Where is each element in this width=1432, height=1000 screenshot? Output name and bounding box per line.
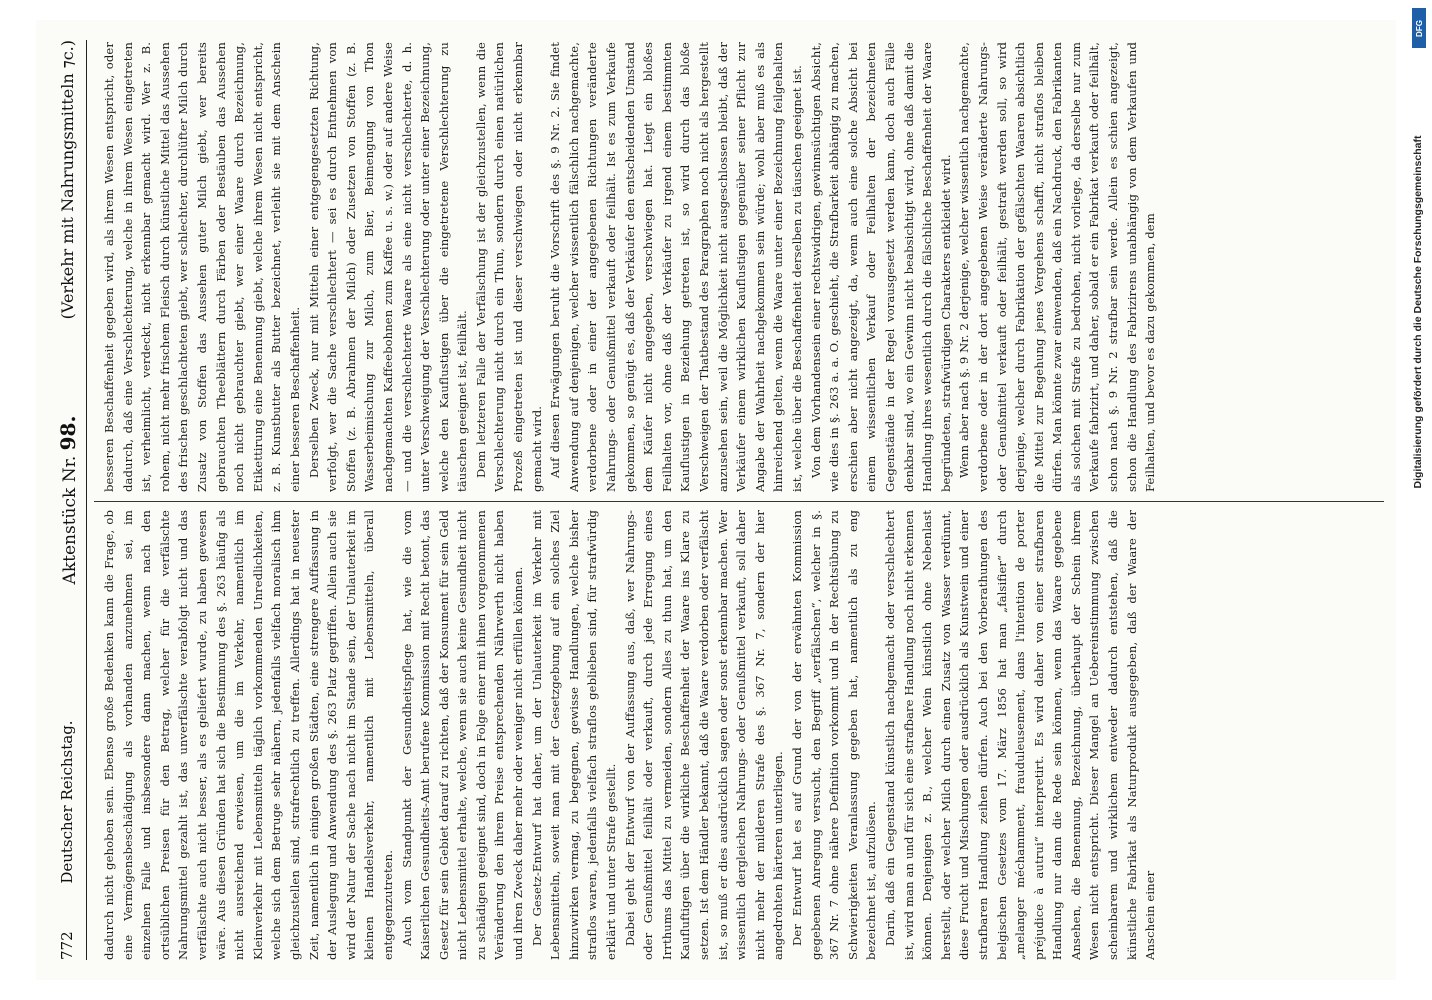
scanned-page [36, 20, 1396, 980]
text-column-left [100, 510, 1384, 960]
paragraph: Der Entwurf hat es auf Grund der von der erwähnten Kommission gegebenen Anregung versucht, den Begriff „verfälschen“, welcher in §. 367 Nr. 7 ohne nähere Definition vorkommt und in der Rechtsübung zu Schwierigkeiten Veranlassung gegeben hat, namentlich als zu eng bezeichnet ist, aufzulösen. [789, 510, 879, 960]
paragraph: Der Gesetz-Entwurf hat daher, um der Unlauterkeit im Verkehr mit Lebensmitteln, soweit man mit der Gesetzgebung auf ein solches Ziel hinzuwirken vermag, zu begegnen, gewisse Handlungen, welche bisher straflos waren, jedenfalls vielfach straflos geblieben sind, für strafwürdig erklärt und unter Strafe gestellt. [529, 510, 619, 960]
paragraph: Von dem Vorhandensein einer rechtswidrigen, gewinnsüchtigen Absicht, wie dies in §. 263 a. a. O. geschieht, die Strafbarkeit abhängig zu machen, erschien aber nicht angezeigt, da, wenn auch eine solche Absicht bei einem wissentlichen Verkauf oder Feilhalten der bezeichneten Gegenstände in der Regel vorausgesetzt werden kann, doch auch Fälle denkbar sind, wo ein Gewinn nicht beabsichtigt wird, ohne daß damit die Handlung ihres wesentlich durch die fälschliche Beschaffenheit der Waare begründeten, strafwürdigen Charakters entkleidet wird. [808, 42, 953, 492]
section-number: 98. [56, 415, 80, 451]
paragraph: Auf diesen Erwägungen beruht die Vorschrift des §. 9 Nr. 2. Sie findet Anwendung auf denjenigen, welcher wissentlich fälschlich nachgemachte, verdorbene oder in einer der angegebenen Richtungen veränderte Nahrungs- oder Genußmittel verkauft oder feilhält. Ist es zum Verkaufe gekommen, so genügt es, daß der Verkäufer den entscheidenden Umstand dem Käufer nicht angegeben, verschwiegen hat. Liegt ein bloßes Feilhalten vor, ohne daß der Verkäufer zu irgend einem bestimmten Kauflustigen in Beziehung getreten ist, so wird durch das bloße Verschweigen der Thatbestand des Paragraphen noch nicht als hergestellt anzusehen sein, weil die Möglichkeit nicht ausgeschlossen bleibt, daß der Verkäufer einem wirklichen Kauflustigen gegenüber seiner Pflicht zur Angabe der Wahrheit nachgekommen sein würde; wohl aber muß es als hinreichend gelten, wenn die Waare unter einer Bezeichnung feilgehalten ist, welche über die Beschaffenheit derselben zu täuschen geeignet ist. [548, 42, 804, 492]
paragraph: Derselben Zweck, nur mit Mitteln einer entgegengesetzten Richtung, verfolgt, wer die Sache verschlechtert — sei es durch Entnehmen von Stoffen (z. B. Abrahmen der Milch) oder Zusetzen von Stoffen (z. B. Wasserbeimischung zur Milch, zum Bier, Beimengung von Thon nachgemachten Kaffeebohnen zum Kaffee u. s. w.) oder auf andere Weise — und die verschlechterte Waare als eine nicht verschlechterte, d. h. unter Verschweigung der Verschlechterung oder unter einer Bezeichnung, welche den Kauflustigen über die eingetretene Verschlechterung zu täuschen geeignet ist, feilhält. [306, 42, 470, 492]
header-left-title: Deutscher Reichstag. [58, 720, 76, 884]
text-column-right [100, 42, 1384, 492]
paragraph: Dem letzteren Falle der Verfälschung ist der gleichzustellen, wenn die Verschlechterung nicht durch ein Thun, sondern durch einen natürlichen Prozeß eingetreten ist und dieser verschwiegen oder nicht erkennbar gemacht wird. [473, 42, 544, 492]
paragraph: Auch vom Standpunkt der Gesundheitspflege hat, wie die vom Kaiserlichen Gesundheits-Amt berufene Kommission mit Recht betont, das Gesetz für sein Gebiet darauf zu richten, daß der Konsument für sein Geld nicht Lebensmittel erhalte, welche, wenn sie auch keine Gesundheit nicht zu schädigen geeignet sind, doch in Folge einer mit ihnen vorgenommenen Veränderung den ihrem Preise entsprechenden Nährwerth nicht haben und ihren Zweck daher mehr oder weniger nicht erfüllen können. [399, 510, 526, 960]
paragraph: dadurch nicht gehoben sein. Ebenso große Bedenken kann die Frage, ob eine Vermögensbeschädigung als vorhanden anzunehmen sei, im einzelnen Falle und insbesondere dann machen, wenn nach den ortsüblichen Preisen für den Betrag, welcher für die verfälschte Nahrungsmittel gezahlt ist, das unverfälschte verabfolgt nicht und das verfälschte auch nicht besser, als es geliefert wurde, zu haben gewesen wäre. Aus diesen Gründen hat sich die Bestimmung des §. 263 häufig als nicht ausreichend erwiesen, um die im Verkehr, namentlich im Kleinverkehr mit Lebensmitteln täglich vorkommenden Unredlichkeiten, welche sich dem Betruge sehr nähern, jedenfalls vielfach moralisch ihm gleichzustellen sind, strafrechtlich zu treffen. Allerdings hat in neuester Zeit, namentlich in einigen großen Städten, eine strengere Auffassung in der Auslegung und Anwendung des §. 263 Platz gegriffen. Allein auch sie wird der Natur der Sache nach nicht im Stande sein, der Unlauterkeit im kleinen Handelsverkehr, namentlich mit Lebensmitteln, überall entgegenzutreten. [102, 510, 395, 960]
column-divider [94, 501, 1384, 502]
paragraph: besseren Beschaffenheit gegeben wird, als ihrem Wesen entspricht, oder dadurch, daß eine Verschlechterung, welche in ihrem Wesen eingetreten ist, verheimlicht, verdeckt, nicht erkennbar gemacht wird. Wer z. B. rohem, nicht mehr frischem Fleisch durch künstliche Mittel das Aussehen des frischen geschlachteten giebt, wer schlechter, durchlüfter Milch durch Zusatz von Stoffen das Aussehen guter Milch giebt, wer bereits gebrauchten Theeblättern durch Färben oder Bestäuben das Aussehen noch nicht gebrauchter giebt, wer einer Waare durch Bezeichnung, Etikettirung eine Benennung giebt, welche ihrem Wesen nicht entspricht, z. B. Kunstbutter als Butter bezeichnet, verleiht sie mit dem Anschein einer besseren Beschaffenheit. [102, 42, 302, 492]
paragraph: Wenn aber nach §. 9 Nr. 2 derjenige, welcher wissentlich nachgemachte, verdorbene oder in der dort angegebenen Weise veränderte Nahrungs- oder Genußmittel verkauft oder feilhält, gestraft werden soll, so wird derjenige, welcher durch Fabrikation der gefälschten Waaren absichtlich die Mittel zur Begehung jenes Vergehens schafft, nicht straflos bleiben dürfen. Man könnte zwar einwenden, daß ein Nachdruck, den Fabrikanten als solchen mit Strafe zu bedrohen, nicht vorliege, da derselbe nur zum Verkaufe fabrizirt, und daher, sobald er ein Fabrikat verkauft oder feilhält, schon nach §. 9 Nr. 2 strafbar sein werde. Allein es schien angezeigt, schon die Handlung des Fabrizirens unabhängig von dem Verkaufen und Feilhalten, und bevor es dazu gekommen, dem [957, 42, 1158, 492]
section-prefix: Aktenstück Nr. [60, 455, 80, 585]
digitization-note: Digitalisierung gefördert durch die Deutsche Forschungsgemeinschaft [1412, 135, 1424, 489]
header-right-title: (Verkehr mit Nahrungsmitteln ⁊c.) [58, 40, 77, 320]
page-header [56, 40, 87, 960]
page-number: 772 [58, 931, 76, 960]
paragraph: Dabei geht der Entwurf von der Auffassung aus, daß, wer Nahrungs- oder Genußmittel feilhält oder verkauft, durch jede Erregung eines Irrthums das Mittel zu vermeiden, sondern Alles zu thun hat, um den Kaufluftigen über die wirkliche Beschaffenheit der Waare ins Klare zu setzen. Ist dem Händler bekannt, daß die Waare verdorben oder verfälscht ist, so muß er dies ausdrücklich sagen oder sonst erkennbar machen. Wer wissentlich dergleichen Nahrungs- oder Genußmittel verkauft, soll daher nicht mehr der milderen Strafe des §. 367 Nr. 7, sondern der hier angedrohten härteren unterliegen. [622, 510, 786, 960]
dfg-logo: DFG [1412, 8, 1426, 48]
digitization-note-strip [1404, 52, 1432, 572]
paragraph: Darin, daß ein Gegenstand künstlich nachgemacht oder verschlechtert ist, wird man an und für sich eine strafbare Handlung noch nicht erkennen können. Denjenigen z. B., welcher Wein künstlich ohne Nebenlast herstellt, oder welcher Milch durch einen Zusatz von Wasser verdünnt, diese Frucht und Mischungen oder ausdrücklich als Kunstwein und einer strafbaren Handlung zeihen dürfen. Auch bei den Vorberathungen des belgischen Gesetzes vom 17. März 1856 hat man „falsifier“ durch „melanger méchamment, frauduleusement, dans l'intention de porter préjudice à autrui“ interpretirt. Es wird daher von einer strafbaren Handlung nur dann die Rede sein können, wenn das Waare gegebene Ansehen, die Benennung, Bezeichnung, überhaupt der Schein ihrem Wesen nicht entspricht. Dieser Mangel an Uebereinstimmung zwischen scheinbarem und wirklichem entweder dadurch entstehen, daß die künstliche Fabrikat als Naturprodukt ausgegeben, daß der Waare der Anschein einer [882, 510, 1158, 960]
